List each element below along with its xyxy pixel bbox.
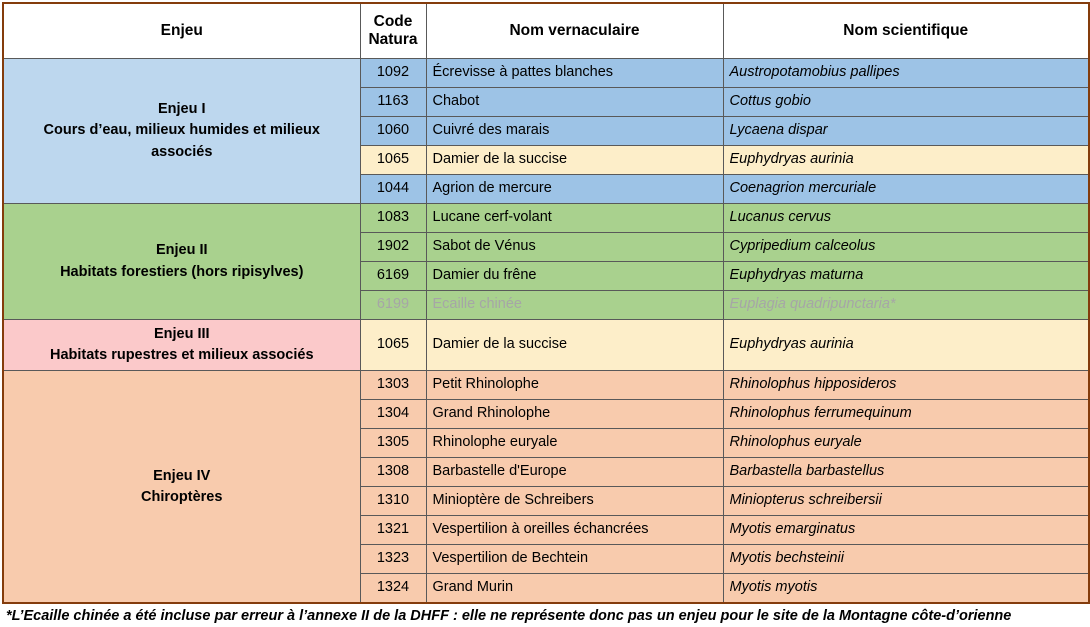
cell-nom-scientifique: Euphydryas aurinia (723, 320, 1089, 371)
enjeu-subtitle: Chiroptères (141, 488, 223, 505)
cell-code-natura: 1902 (360, 233, 426, 262)
table-row (3, 59, 1089, 88)
enjeu-title: Enjeu II (155, 242, 208, 259)
enjeu-title: Enjeu IV (153, 467, 211, 484)
column-header-code-natura (360, 3, 426, 59)
cell-code-natura: 1323 (360, 545, 426, 574)
cell-code-natura: 1065 (360, 320, 426, 371)
table-row (3, 204, 1089, 233)
species-table-figure (0, 2, 1090, 627)
cell-nom-scientifique: Euphydryas aurinia (723, 146, 1089, 175)
table-row (3, 371, 1089, 400)
cell-nom-vernaculaire: Agrion de mercure (426, 175, 723, 204)
cell-nom-vernaculaire: Grand Murin (426, 574, 723, 604)
cell-nom-scientifique: Myotis myotis (723, 574, 1089, 604)
cell-nom-scientifique: Rhinolophus ferrumequinum (723, 400, 1089, 429)
enjeu-group-label-enjeu-4 (3, 371, 360, 604)
enjeu-group-label-enjeu-2 (3, 204, 360, 320)
cell-nom-scientifique: Austropotamobius pallipes (723, 59, 1089, 88)
table-footnote: *L’Ecaille chinée a été incluse par erreur à l’annexe II de la DHFF : elle ne représente donc pas un enjeu pour le site de la Montagne côte-d’orienne (6, 608, 1012, 625)
cell-nom-scientifique: Rhinolophus euryale (723, 429, 1089, 458)
cell-code-natura: 1321 (360, 516, 426, 545)
cell-code-natura: 1060 (360, 117, 426, 146)
cell-nom-vernaculaire: Vespertilion de Bechtein (426, 545, 723, 574)
cell-nom-vernaculaire: Damier du frêne (426, 262, 723, 291)
cell-nom-scientifique: Myotis bechsteinii (723, 545, 1089, 574)
cell-nom-vernaculaire: Petit Rhinolophe (426, 371, 723, 400)
cell-code-natura: 1304 (360, 400, 426, 429)
enjeu-subtitle: Habitats rupestres et milieux associés (49, 347, 314, 364)
cell-nom-scientifique: Rhinolophus hipposideros (723, 371, 1089, 400)
column-header-nom-scientifique: Nom scientifique (723, 3, 1089, 59)
column-header-code-line1: Code (373, 13, 413, 31)
natura2000-species-table (2, 2, 1090, 604)
cell-nom-vernaculaire: Damier de la succise (426, 146, 723, 175)
cell-nom-vernaculaire: Damier de la succise (426, 320, 723, 371)
enjeu-title: Enjeu I (157, 101, 206, 118)
cell-nom-vernaculaire: Grand Rhinolophe (426, 400, 723, 429)
cell-nom-vernaculaire: Vespertilion à oreilles échancrées (426, 516, 723, 545)
cell-code-natura: 1310 (360, 487, 426, 516)
cell-code-natura: 6169 (360, 262, 426, 291)
table-header (3, 3, 1089, 59)
cell-nom-scientifique: Miniopterus schreibersii (723, 487, 1089, 516)
column-header-nom-vernaculaire: Nom vernaculaire (426, 3, 723, 59)
cell-code-natura: 1092 (360, 59, 426, 88)
cell-nom-scientifique: Euphydryas maturna (723, 262, 1089, 291)
cell-nom-scientifique: Lycaena dispar (723, 117, 1089, 146)
column-header-code-line2: Natura (368, 31, 418, 48)
cell-code-natura: 1303 (360, 371, 426, 400)
cell-nom-scientifique: Euplagia quadripunctaria* (723, 291, 1089, 320)
cell-nom-vernaculaire: Barbastelle d'Europe (426, 458, 723, 487)
cell-nom-vernaculaire: Lucane cerf-volant (426, 204, 723, 233)
column-header-enjeu: Enjeu (3, 3, 360, 59)
cell-code-natura: 1083 (360, 204, 426, 233)
enjeu-subtitle: Cours d’eau, milieux humides et milieux associés (43, 122, 320, 160)
cell-nom-vernaculaire: Rhinolophe euryale (426, 429, 723, 458)
cell-code-natura: 6199 (360, 291, 426, 320)
cell-code-natura: 1324 (360, 574, 426, 604)
table-body (3, 59, 1089, 604)
enjeu-group-label-enjeu-1 (3, 59, 360, 204)
cell-nom-vernaculaire: Écrevisse à pattes blanches (426, 59, 723, 88)
cell-nom-scientifique: Myotis emarginatus (723, 516, 1089, 545)
cell-nom-scientifique: Coenagrion mercuriale (723, 175, 1089, 204)
cell-nom-scientifique: Cottus gobio (723, 88, 1089, 117)
header-row (3, 3, 1089, 59)
enjeu-group-label-enjeu-3 (3, 320, 360, 371)
cell-code-natura: 1163 (360, 88, 426, 117)
cell-nom-scientifique: Cypripedium calceolus (723, 233, 1089, 262)
enjeu-title: Enjeu III (153, 326, 210, 342)
cell-nom-vernaculaire: Chabot (426, 88, 723, 117)
cell-nom-vernaculaire: Sabot de Vénus (426, 233, 723, 262)
cell-nom-vernaculaire: Cuivré des marais (426, 117, 723, 146)
enjeu-subtitle: Habitats forestiers (hors ripisylves) (60, 263, 304, 280)
table-row (3, 320, 1089, 371)
cell-code-natura: 1044 (360, 175, 426, 204)
cell-code-natura: 1308 (360, 458, 426, 487)
cell-code-natura: 1065 (360, 146, 426, 175)
cell-nom-scientifique: Barbastella barbastellus (723, 458, 1089, 487)
cell-code-natura: 1305 (360, 429, 426, 458)
cell-nom-vernaculaire: Minioptère de Schreibers (426, 487, 723, 516)
cell-nom-vernaculaire: Ecaille chinée (426, 291, 723, 320)
cell-nom-scientifique: Lucanus cervus (723, 204, 1089, 233)
